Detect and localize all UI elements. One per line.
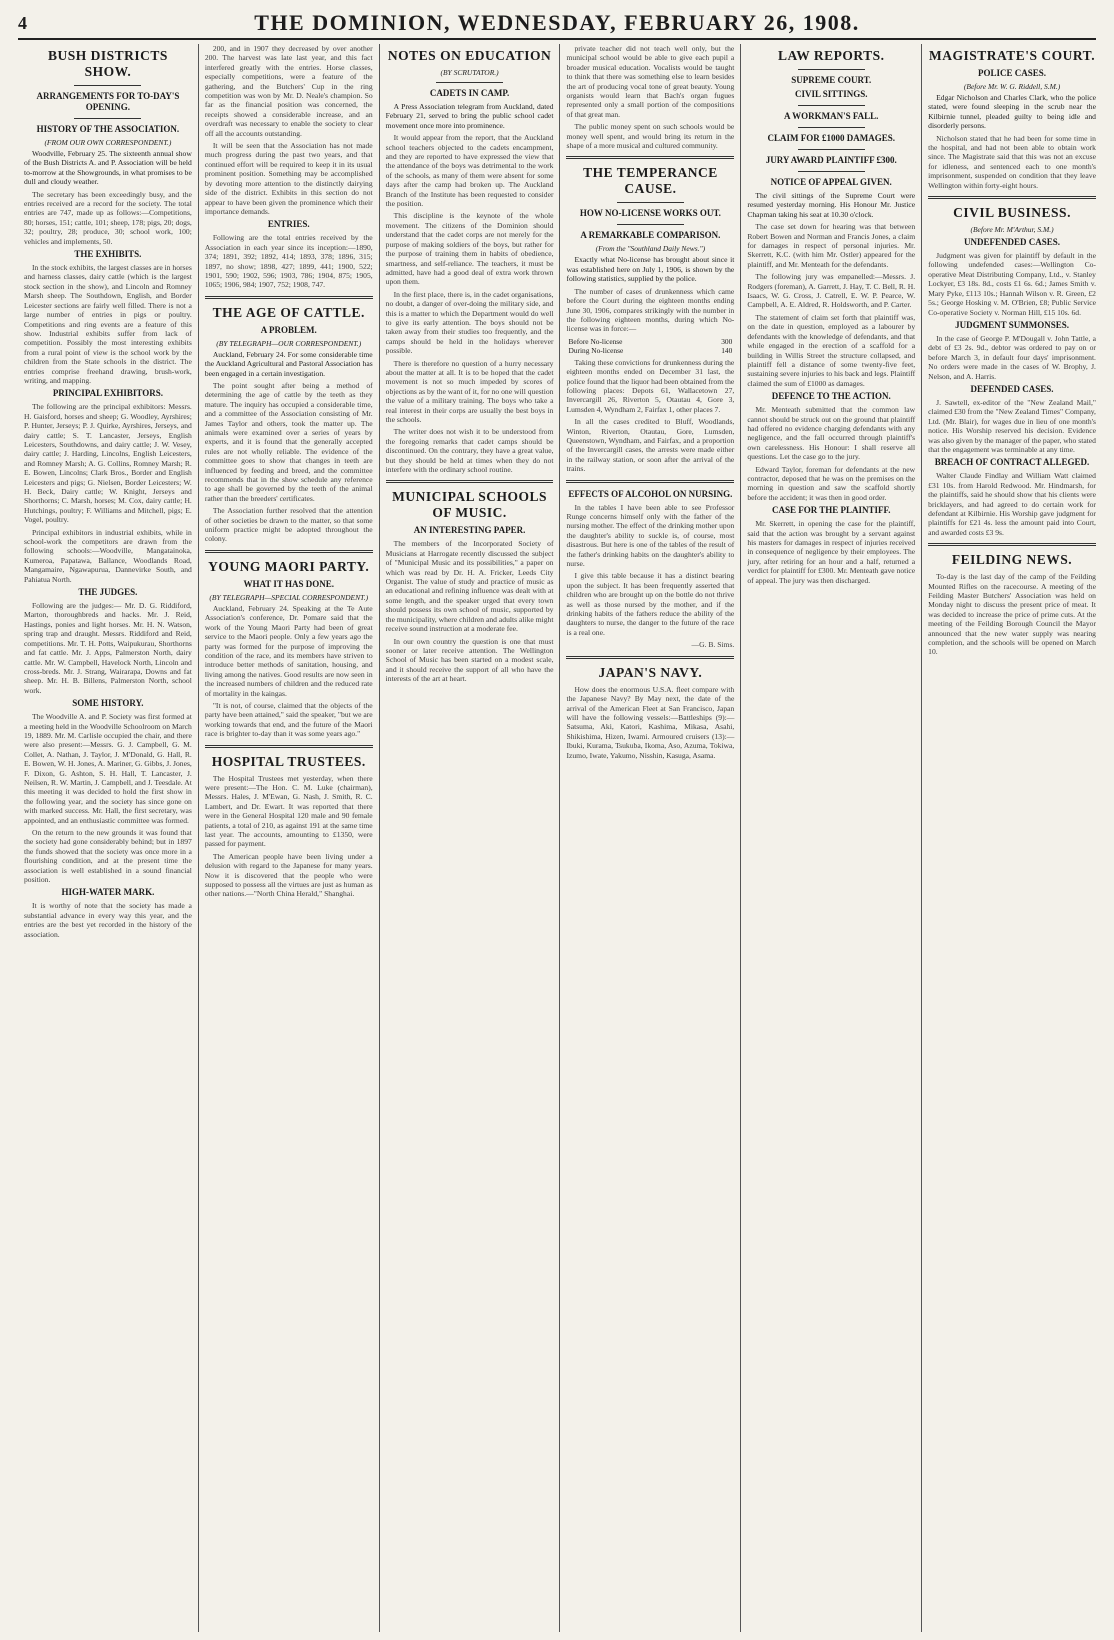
article-heading: MAGISTRATE'S COURT. (929, 48, 1096, 63)
article-subhead: WHAT IT HAS DONE. (243, 578, 334, 589)
article-subhead: CIVIL SITTINGS. (794, 89, 868, 99)
table-cell-value: 300 (721, 336, 733, 346)
body-text: In the first place, there is, in the cadet organisations, no doubt, a danger of over-doing the military side, and this is a matter to which the Department would do well to give its early attention. The boys should not be taken away from their studies too frequently, and the camps should be held in the holidays wherever possible. (385, 289, 554, 356)
article-subhead: A WORKMAN'S FALL. (784, 111, 879, 121)
article-subhead: AN INTERESTING PAPER. (413, 525, 526, 536)
body-text: Nicholson stated that he had been for some time in the hospital, and had not been able to obtain work since. The Magistrate said that this was not an excuse for idleness, and sentenced each to one month's imprisonment, suspended on condition that they leave Wellington within forty-eight hours. (928, 133, 1096, 190)
article-heading: THE TEMPERANCE CAUSE. (583, 165, 718, 197)
article-subhead: UNDEFENDED CASES. (964, 237, 1061, 248)
article-heading: JAPAN'S NAVY. (598, 664, 703, 680)
body-text: In all the cases credited to Bluff, Woodlands, Winton, Riverton, Otautau, Gore, Lumsden, Queenstown, Wyndham, and Fairfax, and a proportion of the Invercargill cases, the arrests were made either in the railway station, or soon after the arrival of the trains. (566, 417, 735, 474)
body-text: There is therefore no question of a hurry necessary about the matter at all. It is to be hoped that the cadet movement is not so much impeded by scores of objections as by the want of it, for no one will question the value of a military training. The boys who take a real interest in their corps are usually the best boys in the schools. (385, 358, 554, 424)
table-cell-value: 140 (721, 345, 733, 355)
article-heading: MUNICIPAL SCHOOLS OF MUSIC. (392, 489, 548, 521)
table-row (566, 346, 734, 355)
table-row (566, 337, 734, 346)
body-text: I give this table because it has a distinct bearing upon the subject. It has been frequently asserted that children who are brought up on the bottle do not thrive as well as those nursed by the mother, and if the drinking habits of the fathers reduce the ability of the daughters to nurse, the danger to the future of the race is a real one. (566, 571, 735, 637)
article-subhead: SOME HISTORY. (72, 698, 144, 709)
body-text: In the tables I have been able to see Professor Runge concerns himself only with the father of the nursing mother. The effect of the drinking mother upon the daughter's ability to suckle is, of course, most disastrous. But here is one of the tables of the result of the father's drinking habits on the daughter's ability to nurse. (566, 502, 735, 569)
body-text: The point sought after being a method of determining the age of cattle by the teeth as they mature. The inquiry has occupied a considerable time, and a committee of the Association consisting of Mr. James Taylor and others, took the matter up. The animals were examined over a series of years by experts, and it is found that the generally accepted rules are not wholly reliable. The evidence of the committee goes to show that changes in teeth are influenced by feeding and breed, and the committee recommends that in the show schedule any reference to age shall be governed by the teeth of the animal rather than the breeders' certificates. (204, 380, 373, 503)
body-text: It would appear from the report, that the Auckland school teachers objected to the cadets encampment, and they are reported to have expressed the view that the attendance of the boys was detrimental to the work of the schools, as many of them were absent for some days after the camp had broken up. The Auckland Branch of the Institute has been requested to consider the position. (385, 133, 554, 209)
body-text: Principal exhibitors in industrial exhibits, while in school-work the competitors are drawn from the following schools:—Woodville, Mangatainoka, Kumeroa, Papatawa, Ballance, Woodlands Road, Mangamaire, Ngawapurua, Dannevirke South, and Pahiatua North. (24, 527, 192, 584)
byline: (Before Mr. W. G. Riddell, S.M.) (963, 82, 1061, 91)
article-subhead: CASE FOR THE PLAINTIFF. (771, 505, 891, 516)
article-heading: BUSH DISTRICTS SHOW. (47, 48, 168, 79)
article-subhead: PRINCIPAL EXHIBITORS. (52, 388, 164, 399)
body-text: It will be seen that the Association has not made much progress during the past two years, and that continued effort will be required to keep it in its usual prominent position. Something may be accomplished by devoting more attention to the distinctly dairying side of the district. Exhibits in this section do not appear to have been given the prominence which their importance demands. (204, 141, 373, 216)
body-text: private teacher did not teach well only, but the municipal school would be able to give each pupil a broader musical education. Vocalists would be taught to think that there was something else to learn besides the art of producing vocal tone of great beauty. Young organists would learn that Bach's organ fugues represented only a small portion of the compositions of that great man. (566, 44, 735, 119)
article-heading: FEILDING NEWS. (951, 552, 1073, 568)
body-text: This discipline is the keynote of the whole movement. The citizens of the Dominion should understand that the cadet corps are not merely for the purpose of making soldiers of the boys, but rather for the purpose of training them in habits of obedience, smartness, and self-reliance. The teachers, it must be admitted, have had a good deal of extra work thrown upon them. (385, 211, 554, 287)
body-text: In the case of George P. M'Dougall v. John Tattle, a debt of £3 2s. 9d., debtor was ordered to pay on or before March 3, in default four days' imprisonment. No orders were made in the cases of W. Brophy, J. Nelson, and A. Harris. (928, 333, 1096, 381)
article-subhead: CLAIM FOR £1000 DAMAGES. (767, 133, 895, 143)
newspaper-title: THE DOMINION, WEDNESDAY, FEBRUARY 26, 1908. (254, 10, 860, 35)
body-text: Taking these convictions for drunkenness during the eighteen months ended on December 31 last, the police found that the liquor had been obtained from the following places: Depots 61, Wallacetown 27, Invercargill 26, Riverton 5, Otautau 4, Gore 3, Lumsden 4, Wyndham 2, Fairfax 1, other places 7. (566, 357, 735, 414)
article-heading: THE AGE OF CATTLE. (212, 304, 365, 320)
article-intro: Woodville, February 25. The sixteenth annual show of the Bush Districts A. and P. Association will be held to-morrow at the Showgrounds, in what promises to be dull and cloudy weather. (24, 149, 192, 187)
body-text: Edward Taylor, foreman for defendants at the new contractor, deposed that he was on the premises on the morning in question and saw the scaffold shortly before the accident; it was then in good order. (747, 464, 916, 502)
article-subhead: JUDGMENT SUMMONSES. (955, 319, 1069, 330)
body-text: Auckland, February 24. Speaking at the Te Aute Association's conference, Dr. Pomare said that the work of the Young Maori Party had been of great service to the Maori people. Only a few years ago the party was formed for the purpose of improving the condition of the race, and its members have striven to introduce better methods of sanitation, housing, and living among the natives. Good results are now seen in the increased numbers of children and the reduced rate of mortality in the kaingas. (204, 603, 373, 698)
table-cell-label: During No-license (568, 345, 624, 355)
article-subhead: EFFECTS OF ALCOHOL ON NURSING. (568, 488, 733, 499)
table-cell-label: Before No-license (568, 336, 623, 346)
signature: —G. B. Sims. (691, 640, 735, 650)
byline: (FROM OUR OWN CORRESPONDENT.) (44, 138, 172, 147)
article-subhead: NOTICE OF APPEAL GIVEN. (770, 177, 892, 187)
body-text: The American people have been living under a delusion with regard to the Japanese for many years. Now it is discovered that the people who were supposed to possess all the virtues are just as human as other nations.—"North China Herald," Shanghai. (204, 851, 373, 899)
body-text: How does the enormous U.S.A. fleet compare with the Japanese Navy? By May next, the date of the arrival of the American Fleet at San Francisco, Japan will have the following vessels:—Battleships (9):—Satsuma, Aki, Katori, Kashima, Mikasa, Asahi, Shikishima, Hizen, Iwami. Armoured cruisers (13):—Ibuki, Kurama, Tsukuba, Ikoma, Aso, Azuma, Tokiwa, Izumo, Iwate, Yakumo, Nisshin, Kasuga, Asama. (566, 684, 735, 760)
body-text: The members of the Incorporated Society of Musicians at Harrogate recently discussed the subject of "Municipal Music and its possibilities," a paper on which was read by Dr. H. A. Fricker, Leeds City Organist. The value of study and practice of music as an educational and refining influence was dealt with at some length, and the speaker urged that every town should possess its own school of music, supported by the municipality, where children and adults alike might receive sound instruction at a moderate fee. (385, 539, 554, 634)
byline: (BY SCRUTATOR.) (440, 68, 499, 77)
article-subhead: DEFENCE TO THE ACTION. (771, 391, 891, 402)
article-intro: Auckland, February 24. For some considerable time the Auckland Agricultural and Pastoral Association has been engaged in a certain investigation. (204, 349, 373, 378)
article-subhead: BREACH OF CONTRACT ALLEGED. (934, 457, 1090, 468)
body-text: The following jury was empanelled:—Messrs. J. Rodgers (foreman), A. Garrett, J. Hay, T. C. Bell, R. H. Isaacs, W. G. Cross, J. Catrell, E. W. P. Pearce, W. Campbell, A. E. Aldred, R. Holdsworth, and P. Carter. (747, 272, 916, 310)
article-subhead: CADETS IN CAMP. (429, 88, 510, 98)
article-subhead: A PROBLEM. (260, 324, 317, 335)
body-text: Following are the judges:— Mr. D. G. Riddiford, Marton, thoroughbreds and hacks. Mr. J. Reid, Hastings, ponies and light horses. Mr. H. N. Watson, spring trap and draught. Messrs. Riddiford and Reid, competitions. Mr. T. H. Potts, Waipukurau, Shorthorns and fat cattle. Mr. J. Apps, Palmerston North, dairy cattle. Mr. W. Campbell, Havelock North, Lincoln and cross-breds. Mr. J. Strang, Wairarapa, Downs and fat sheep. Mr. H. B. Billens, Palmerston North, school work. (24, 601, 192, 695)
body-text: Following are the total entries received by the Association in each year since its inception:—1890, 374; 1891, 392; 1892, 414; 1893, 378; 1896, 315; 1897, no show; 1898, 427; 1899, 441; 1900, 522; 1901, 590; 1902, 596; 1903, 786; 1904, 875; 1905, 1065; 1906, 984; 1907, 752; 1908, 747. (204, 233, 373, 290)
article-intro: Edgar Nicholson and Charles Clark, who the police stated, were found sleeping in the scrub near the Kilbirnie tunnel, pleaded guilty to being idle and disorderly persons. (928, 93, 1096, 131)
article-heading: CIVIL BUSINESS. (953, 205, 1071, 221)
columns (18, 44, 1102, 1632)
body-text: The Hospital Trustees met yesterday, when there were present:—The Hon. C. M. Luke (chairman), Messrs. Hales, J. M'Ewan, G. Nash, J. Smith, R. C. Lambert, and Dr. Ewart. It was reported that there were in the General Hospital 120 male and 90 female patients, a total of 210, as against 191 at the same time last year. The accounts, amounting to £1350, were passed for payment. (204, 773, 373, 849)
article-subhead: ARRANGEMENTS FOR TO-DAY'S OPENING. (36, 91, 180, 112)
body-text: The writer does not wish it to be understood from the foregoing remarks that cadet camps should be discontinued. On the contrary, they have a great value, but they should be held at times when they do not interfere with the ordinary school routine. (385, 427, 554, 475)
article-heading: YOUNG MAORI PARTY. (208, 558, 370, 574)
article-subhead: A REMARKABLE COMPARISON. (580, 230, 721, 241)
body-text: On the return to the new grounds it was found that the society had gone considerably behind; but in 1897 the funds showed that the society was once more in a flourishing condition, and at the present time the association is well established in a sound financial position. (24, 828, 192, 885)
article-subhead: HOW NO-LICENSE WORKS OUT. (579, 208, 721, 219)
column-bush-districts (18, 44, 199, 1632)
body-text: The number of cases of drunkenness which came before the Court during the eighteen months ending June 30, 1906, compares strikingly with the number in the following eighteen months, during which No-license was in force:— (566, 286, 735, 334)
article-heading: LAW REPORTS. (777, 48, 885, 63)
body-text: The following are the principal exhibitors: Messrs. H. Gaisford, horses and sheep; G. Woodley, Ayrshires; P. Hunter, Jerseys; P. J. Quirke, Ayrshires, Jerseys, and dairy cattle; S. T. Lancaster, Jerseys, English Leicesters, Southdowns, and dairy cattle; J. W. Vesey, dairy cattle; J. Harding, Lincolns, English Leicesters, and Romney Marsh; A. G. Collins, Romney Marsh; R. E. Bowen, Lincolns; Clark Bros., Border and English Leicesters and pigs; G. Nielsen, Border Leicesters; W. H. Beck, Dairy cattle; W. Knight, Jerseys and Shorthorns; C. Marsh, horses; M. Cox, dairy cattle; H. Hutchings, poultry; F. Williams and Mitchell, pigs; E. Vogel, poultry. (24, 402, 192, 525)
body-text: Mr. Menteath submitted that the common law cannot should be struck out on the ground that plaintiff had offered no evidence charging defendants with any negligence, and the fall occurred through plaintiff's own carelessness. His Honour: I shall reserve all questions. Let the case go to the jury. (747, 405, 916, 462)
body-text: It is worthy of note that the society has made a substantial advance in every way this year, and the entries are the best yet recorded in the history of the association. (24, 901, 192, 939)
column-law-reports (741, 44, 922, 1632)
article-subhead: JURY AWARD PLAINTIFF £300. (765, 155, 897, 165)
article-subhead: DEFENDED CASES. (970, 383, 1054, 394)
column-notes-on-education (380, 44, 561, 1632)
body-text: The case set down for hearing was that between Robert Bowen and Norman and Francis Jones, a claim for damages in respect of personal injuries. Mr. Skerrett, K.C. (with him Mr. Ostler) appeared for the plaintiff, and Mr. Menteath for the defendants. (747, 222, 916, 269)
body-text: 200, and in 1907 they decreased by over another 200. The harvest was late last year, and this fact interfered greatly with the entries. Horse classes, especially competitions, were a feature of the gathering, and the Butchers' Cup in the ring competition was won by Mr. D. Neale's champion. So far as the financial position was concerned, the receipts showed a considerable increase, and an overdraft was necessary to enable the society to clear off all the accounts outstanding. (204, 44, 373, 138)
body-text: In the stock exhibits, the largest classes are in horses and harness classes, dairy cattle (which is the largest stock section in the show), and Lincoln and Romney Marsh sheep. The Southdown, English, and Border Leicester sections are fairly well filled. There is not a large number of entries in pigs or poultry. Competitions and ring events are a feature of this show. Industrial exhibits suffer from lack of competition. Possibly the most interesting exhibits from a rural point of view is the school work by the children from the State schools in the district. The entries comprise freehand drawing, brush-work, writing, and mapping. (24, 263, 192, 385)
article-subhead: THE JUDGES. (78, 587, 138, 598)
column-temperance-cause (560, 44, 741, 1632)
byline: (BY TELEGRAPH—SPECIAL CORRESPONDENT.) (209, 592, 369, 602)
article-subhead: HISTORY OF THE ASSOCIATION. (36, 124, 180, 134)
article-subhead: HIGH-WATER MARK. (61, 887, 155, 898)
masthead (18, 8, 1096, 40)
body-text: To-day is the last day of the camp of the Feilding Mounted Rifles on the racecourse. A meeting of the Feilding Master Butchers' Association was held on Monday night to discuss the present price of meat. It was decided to increase the price of prime cuts. At the meeting of the Feilding Borough Council the Mayor announced that the new water supply was nearing completion, and the schools will be opened on March 10. (928, 572, 1096, 657)
byline: (Before Mr. M'Arthur, S.M.) (970, 225, 1054, 235)
byline: (From the "Southland Daily News.") (595, 244, 706, 254)
page-number: 4 (18, 12, 27, 33)
comparison-table (566, 337, 734, 355)
byline: (BY TELEGRAPH—OUR CORRESPONDENT.) (216, 338, 362, 348)
body-text: The statement of claim set forth that plaintiff was, on the date in question, employed as a labourer by defendants with the knowledge of defendants, and that while engaged in the erection of a scaffold for a building in Willis Street the structure collapsed, and plaintiff fell a distance of some twenty-five feet, sustaining severe injuries to his back and legs. Plaintiff claimed the sum of £1000 as damages. (747, 312, 916, 388)
article-intro: The civil sittings of the Supreme Court were resumed yesterday morning. His Honour Mr. Justice Chapman taking his seat at 10.30 o'clock. (747, 191, 916, 219)
body-text: Walter Claude Findlay and William Watt claimed £31 10s. from Harold Redwood. Mr. Hindmarsh, for the plaintiffs, said he should show that his clients were bricklayers, and had agreed to do certain work for defendant at Kilbirnie. His Worship gave judgment for plaintiffs for £21 4s. less the amount paid into Court, and awarded costs £3 9s. (928, 471, 1096, 537)
column-magistrates-court (922, 44, 1102, 1632)
article-subhead: ENTRIES. (267, 219, 310, 230)
article-heading: NOTES ON EDUCATION (387, 48, 552, 63)
body-text: "It is not, of course, claimed that the objects of the party have been attained," said the speaker, "but we are working towards that end, and the future of the Maori race is brighter to-day than it was some years ago." (204, 700, 373, 739)
article-subhead: POLICE CASES. (978, 68, 1047, 78)
column-age-of-cattle (199, 44, 380, 1632)
article-intro: A Press Association telegram from Auckland, dated February 21, served to bring the public school cadet movement once more into prominence. (385, 102, 554, 130)
article-heading: HOSPITAL TRUSTEES. (211, 753, 366, 769)
article-intro: Exactly what No-license has brought about since it was established here on July 1, 1906, is shown by the following statistics, supplied by the police. (566, 255, 735, 284)
body-text: J. Sawtell, ex-editor of the "New Zealand Mail," claimed £30 from the "New Zealand Times" Company, Ltd. (Mr. Blair), for wages due in lieu of one month's notice. His Worship reserved his decision. Evidence was also given by the manager of the paper, who stated that the engagement was terminable at any time. (928, 397, 1096, 454)
body-text: Mr. Skerrett, in opening the case for the plaintiff, said that the action was brought by a servant against his masters for damages in respect of injuries received in consequence of negligence by their employees. The jury, after retiring for an hour and a half, returned a verdict for plaintiff for £300. Mr. Menteath gave notice of appeal. The jury was then discharged. (747, 519, 916, 585)
body-text: Judgment was given for plaintiff by default in the following undefended cases:—Wellington Co-operative Meat Distributing Company, Ltd., v. Stanley Lockyer, £3 18s. 8d., costs £1 6s. 6d.; James Smith v. Mary Pyke, £113 10s.; Hannah Wilson v. R. Green, £2 5s.; George Hosking v. M. O'Brien, £8; Public Service Co-operative Society v. Norman Hill, £15 10s. 6d. (928, 251, 1096, 317)
body-text: The public money spent on such schools would be money well spent, and would bring its return in the shape of a more musical and cultured community. (566, 122, 735, 151)
body-text: The Association further resolved that the attention of other societies be drawn to the matter, so that some uniform practice might be adopted throughout the colony. (204, 506, 373, 544)
body-text: The secretary has been exceedingly busy, and the entries received are a record for the society. The total entries are 747, made up as follows:—Competitions, 80; horses, 151; cattle, 101; sheep, 178; pigs, 20; dogs, 32; poultry, 28; produce, 30; school work, 100; vehicles and implements, 50. (24, 189, 192, 246)
body-text: The Woodville A. and P. Society was first formed at a meeting held in the Woodville Schoolroom on March 19, 1889. Mr. M. Carlisle occupied the chair, and there were also present:—Messrs. G. J. Campbell, G. M. Collet, A. Nathan, J. Taylor, J. M'Donald, G. Hall, R. E. Bowen, W. H. Jones, A. Mariner, G. Gibbs, J. Jones, F. Dixon, G. Ashton, S. H. Hall, T. Lancaster, J. Neilsen, R. W. Martin, J. Campbell, and J. Teesdale. At this meeting it was decided to hold the first show in the following year, and the society has since gone on with marked success. Mr. Hall, the first secretary, was appointed, and an enthusiastic committee was formed. (24, 712, 192, 825)
article-subhead: SUPREME COURT. (791, 75, 872, 85)
article-subhead: THE EXHIBITS. (74, 249, 142, 260)
body-text: In our own country the question is one that must sooner or later receive attention. The Wellington School of Music has been started on a modest scale, and it should receive the support of all who have the interests of the art at heart. (385, 636, 554, 684)
